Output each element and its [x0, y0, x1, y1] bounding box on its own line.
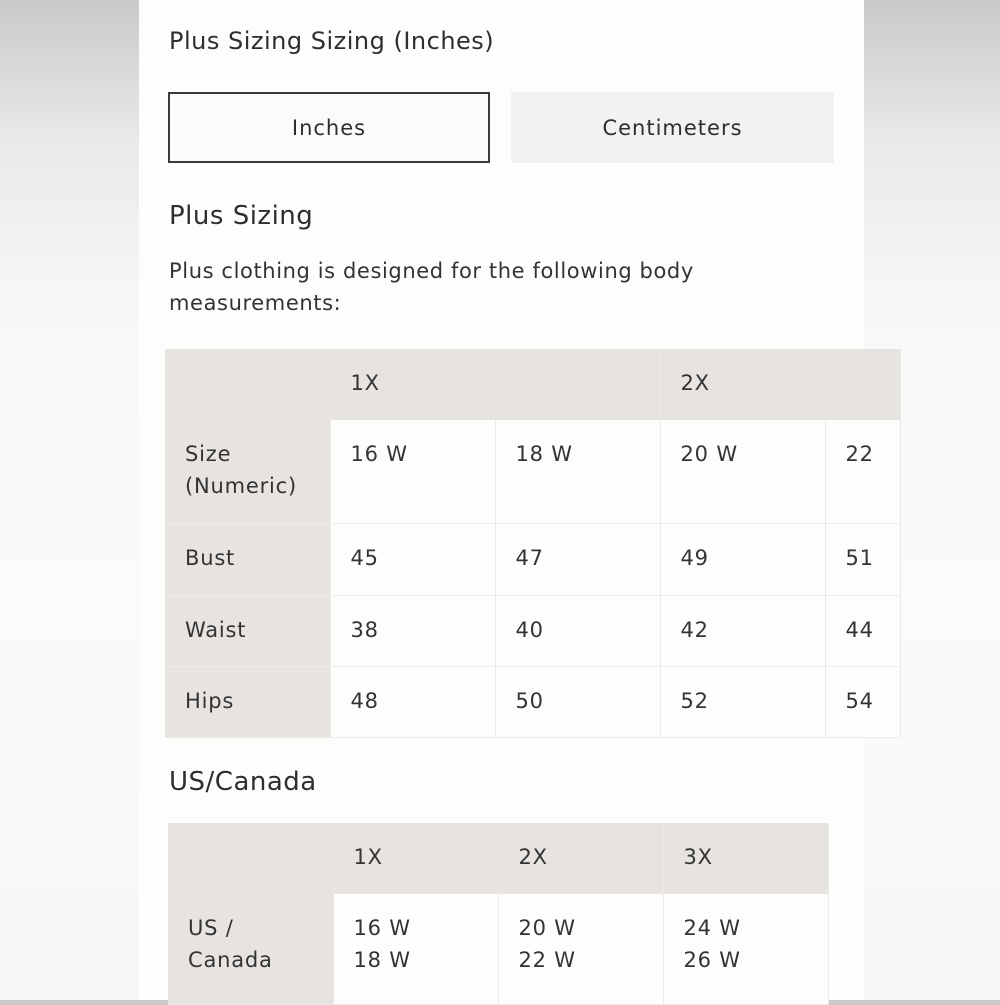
row-label: Size (Numeric) — [165, 420, 330, 523]
table-cell: 51 — [825, 523, 900, 595]
table-cell: 40 — [495, 595, 660, 666]
table-cell: 18 W — [495, 420, 660, 523]
column-header: 1X — [333, 823, 498, 894]
table-cell: 42 — [660, 595, 825, 666]
size-value: 24 W — [683, 916, 741, 940]
table-cell — [663, 894, 828, 1004]
table-cell: 52 — [660, 666, 825, 737]
plus-size-table — [165, 349, 901, 738]
table-header-row — [168, 823, 828, 894]
us-canada-size-table — [168, 823, 829, 1005]
size-value: 26 W — [683, 948, 741, 972]
table-cell: 48 — [330, 666, 495, 737]
table-row — [165, 523, 900, 595]
table-row — [168, 894, 828, 1004]
table-cell: 44 — [825, 595, 900, 666]
size-value: 22 W — [518, 948, 576, 972]
row-label: Waist — [165, 595, 330, 666]
inches-toggle-button[interactable]: Inches — [168, 92, 490, 163]
column-group-header: 2X — [660, 349, 900, 420]
row-label: Hips — [165, 666, 330, 737]
plus-sizing-description: Plus clothing is designed for the following body measurements: — [169, 259, 694, 315]
table-cell: 38 — [330, 595, 495, 666]
size-value: 20 W — [518, 916, 576, 940]
table-cell — [333, 894, 498, 1004]
column-header: 3X — [663, 823, 828, 894]
table-header-row — [165, 349, 900, 420]
table-row — [165, 420, 900, 523]
table-cell: 54 — [825, 666, 900, 737]
table-cell: 45 — [330, 523, 495, 595]
plus-sizing-heading: Plus Sizing — [169, 201, 314, 231]
header-corner-cell — [168, 823, 333, 894]
row-label: US / Canada — [168, 894, 333, 1004]
table-cell: 22 — [825, 420, 900, 523]
table-cell: 50 — [495, 666, 660, 737]
centimeters-toggle-button[interactable]: Centimeters — [511, 92, 834, 163]
size-value: 16 W — [353, 916, 411, 940]
table-cell — [498, 894, 663, 1004]
size-guide-panel — [139, 0, 874, 1000]
size-value: 18 W — [353, 948, 411, 972]
table-cell: 16 W — [330, 420, 495, 523]
table-row — [165, 595, 900, 666]
header-corner-cell — [165, 349, 330, 420]
table-cell: 47 — [495, 523, 660, 595]
table-cell: 20 W — [660, 420, 825, 523]
row-label: Bust — [165, 523, 330, 595]
column-header: 2X — [498, 823, 663, 894]
table-cell: 49 — [660, 523, 825, 595]
column-group-header: 1X — [330, 349, 660, 420]
us-canada-heading: US/Canada — [169, 767, 317, 797]
table-row — [165, 666, 900, 737]
page-title: Plus Sizing Sizing (Inches) — [169, 27, 495, 55]
